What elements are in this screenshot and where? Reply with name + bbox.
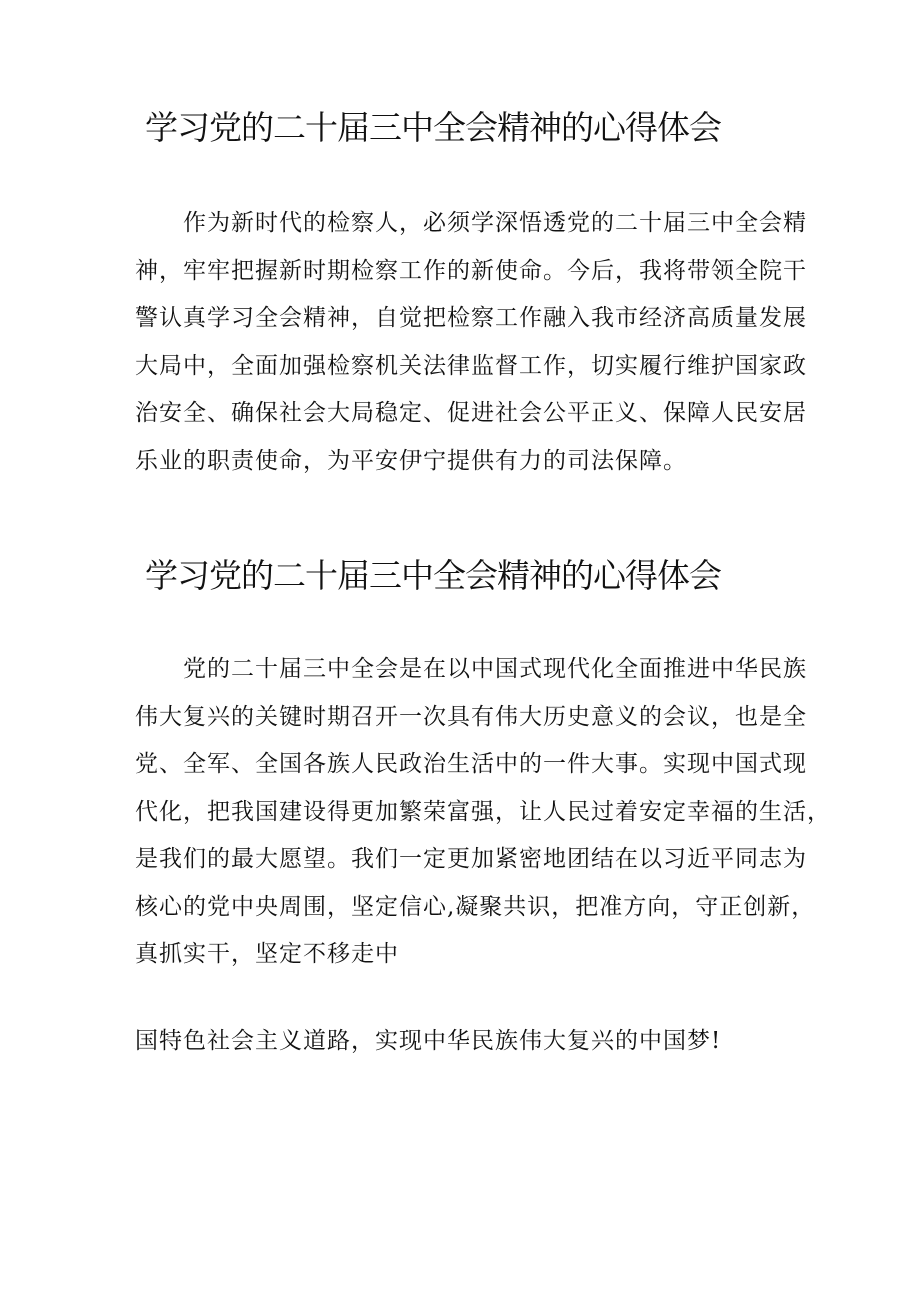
text-line: 核心的党中央周围，坚定信心,凝聚共识，把准方向，守正创新， <box>135 893 816 920</box>
text-line: 治安全、确保社会大局稳定、促进社会公平正义、保障人民安居 <box>135 400 807 426</box>
text-line: 警认真学习全会精神，自觉把检察工作融入我市经济高质量发展 <box>135 305 807 331</box>
text-line: 作为新时代的检察人，必须学深悟透党的二十届三中全会精 <box>183 210 807 236</box>
text-line: 乐业的职责使命，为平安伊宁提供有力的司法保障。 <box>135 447 687 474</box>
text-line: 伟大复兴的关键时期召开一次具有伟大历史意义的会议，也是全 <box>135 703 807 730</box>
text-line: 党的二十届三中全会是在以中国式现代化全面推进中华民族 <box>183 656 807 682</box>
text-line: 大局中，全面加强检察机关法律监督工作，切实履行维护国家政 <box>135 352 807 379</box>
section-2-paragraph <box>135 646 831 979</box>
section-1-paragraph <box>135 200 807 485</box>
section-2-continuation <box>135 1018 795 1066</box>
section-2-heading: 学习党的二十届三中全会精神的心得体会 <box>145 556 721 595</box>
text-line: 代化，把我国建设得更加繁荣富强，让人民过着安定幸福的生活， <box>135 798 831 825</box>
text-line: 神，牢牢把握新时期检察工作的新使命。今后，我将带领全院干 <box>135 257 807 284</box>
text-line: 党、全军、全国各族人民政治生活中的一件大事。实现中国式现 <box>135 751 807 777</box>
text-line: 国特色社会主义道路，实现中华民族伟大复兴的中国梦! <box>135 1028 722 1054</box>
text-line: 是我们的最大愿望。我们一定更加紧密地团结在以习近平同志为 <box>135 846 807 872</box>
text-line: 真抓实干，坚定不移走中 <box>135 941 399 967</box>
section-1-heading: 学习党的二十届三中全会精神的心得体会 <box>145 108 721 147</box>
